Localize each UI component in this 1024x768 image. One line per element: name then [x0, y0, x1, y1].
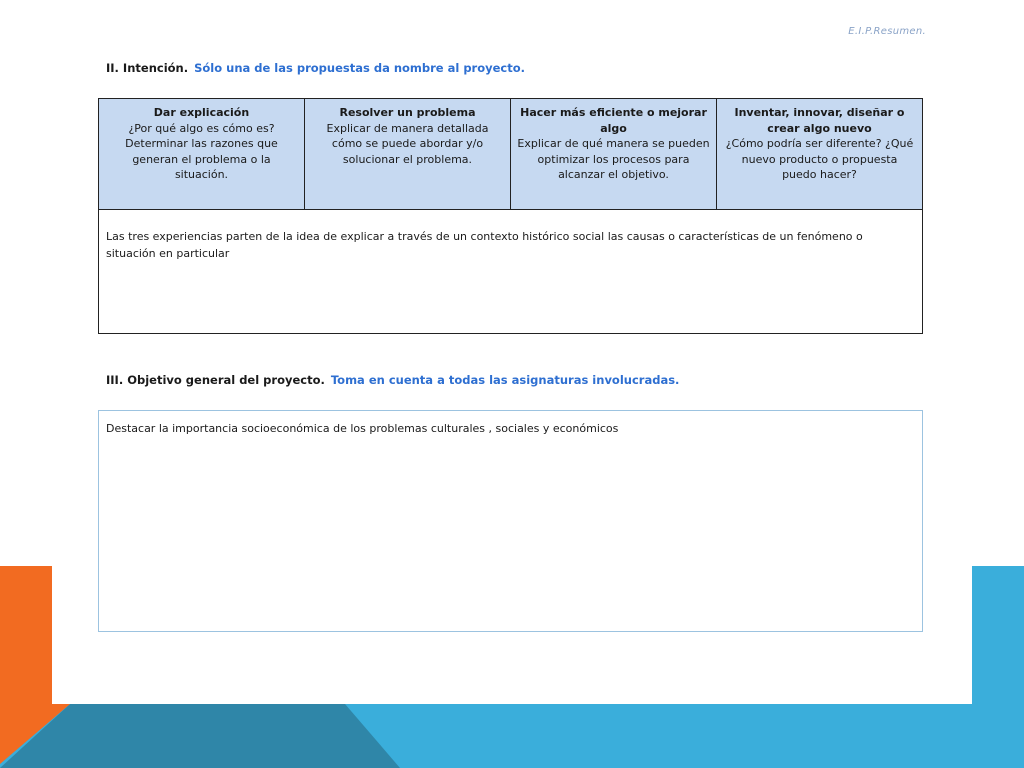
section-intention-heading [106, 61, 525, 75]
intent-option-innovate[interactable] [717, 99, 922, 209]
objective-answer-field[interactable]: Destacar la importancia socioeconómica de los problemas culturales , sociales y económicos [98, 410, 923, 632]
section-objective-hint: Toma en cuenta a todas las asignaturas involucradas. [330, 373, 680, 387]
intent-option-solve[interactable] [305, 99, 511, 209]
document-reference: E.I.P.Resumen. [848, 26, 926, 37]
intent-option-explain[interactable] [99, 99, 305, 209]
section-intention-title: II. Intención. [106, 61, 189, 75]
intent-option-body: Explicar de manera detallada cómo se puede abordar y/o solucionar el problema. [326, 121, 489, 166]
section-intention-hint: Sólo una de las propuestas da nombre al proyecto. [194, 61, 525, 75]
section-objective-title: III. Objetivo general del proyecto. [106, 373, 325, 387]
intent-option-title: Inventar, innovar, diseñar o crear algo nuevo [734, 106, 905, 135]
intention-table [98, 98, 923, 334]
intention-answer-field[interactable]: Las tres experiencias parten de la idea de explicar a través de un contexto histórico social las causas o características de un fenómeno o situación en particular [106, 230, 863, 260]
intent-option-title: Dar explicación [153, 106, 250, 119]
decorative-dark-trapezoid [0, 704, 400, 768]
intent-option-title: Resolver un problema [339, 106, 476, 119]
intent-option-body: Explicar de qué manera se pueden optimizar los procesos para alcanzar el objetivo. [517, 137, 710, 181]
section-objective-heading [106, 373, 679, 387]
intention-options-row [99, 99, 922, 210]
intent-option-improve[interactable] [511, 99, 717, 209]
intent-option-title: Hacer más eficiente o mejorar algo [520, 106, 707, 135]
intent-option-body: ¿Cómo podría ser diferente? ¿Qué nuevo producto o propuesta puedo hacer? [725, 137, 914, 181]
intent-option-body: ¿Por qué algo es cómo es? Determinar las razones que generan el problema o la situación. [125, 121, 278, 181]
